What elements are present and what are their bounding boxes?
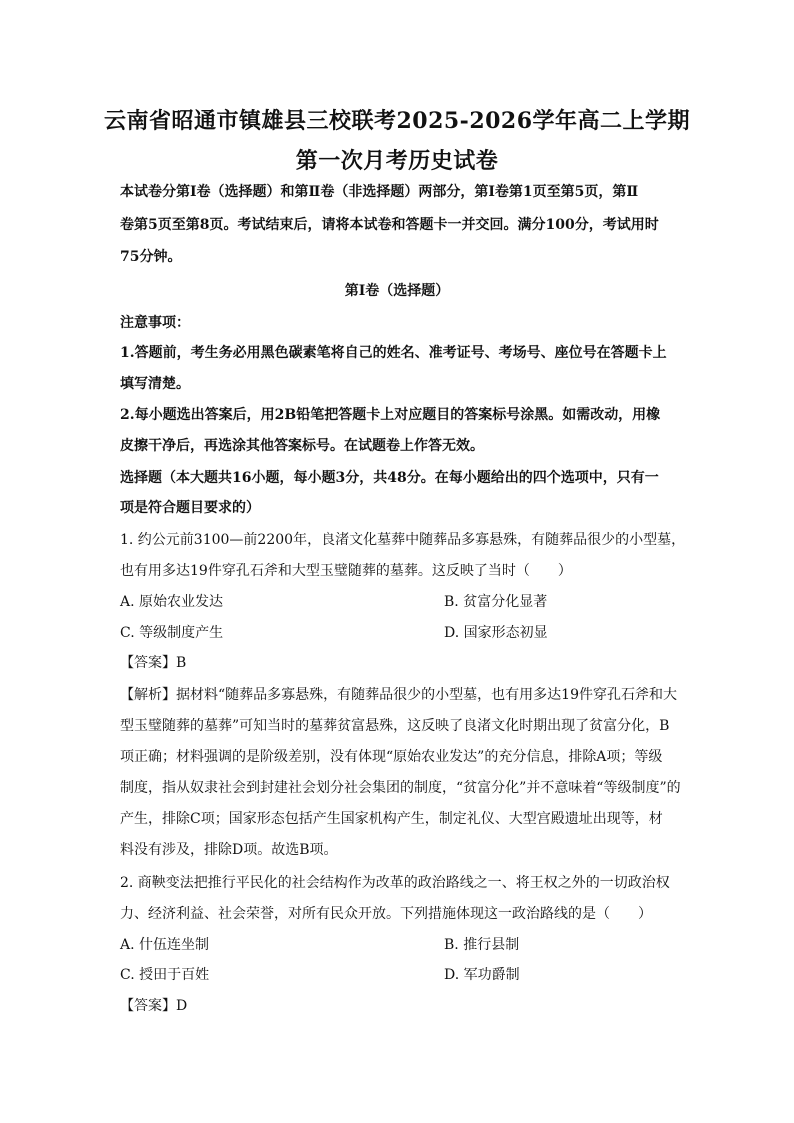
- intro-line-1: 本试卷分第Ⅰ卷（选择题）和第Ⅱ卷（非选择题）两部分，第Ⅰ卷第1页至第5页，第Ⅱ: [120, 184, 639, 200]
- exam-title-line2: 第一次月考历史试卷: [295, 148, 499, 174]
- intro-line-2: 卷第5页至第8页。考试结束后，请将本试卷和答题卡一并交回。满分100分，考试用时: [120, 217, 659, 233]
- q1-stem-line-2: 也有用多达19件穿孔石斧和大型玉璧随葬的墓葬。这反映了当时（ ）: [120, 563, 572, 579]
- choice-intro-line-1: 选择题（本大题共16小题，每小题3分，共48分。在每小题给出的四个选项中，只有一: [120, 470, 659, 486]
- q1-stem-line-1: 1. 约公元前3100—前2200年，良渚文化墓葬中随葬品多寡悬殊，有随葬品很少的小型墓，: [120, 532, 686, 548]
- q1-analysis-line-2: 型玉璧随葬的墓葬”可知当时的墓葬贫富悬殊，这反映了良渚文化时期出现了贫富分化，B: [120, 718, 670, 734]
- notice-item-1-line-2: 填写清楚。: [120, 376, 190, 392]
- exam-title-line1: 云南省昭通市镇雄县三校联考2025-2026学年高二上学期: [103, 108, 691, 134]
- q1-option-d: D. 国家形态初显: [444, 625, 548, 641]
- q1-analysis-line-6: 料没有涉及，排除D项。故选B项。: [120, 842, 338, 858]
- q2-option-b: B. 推行县制: [444, 937, 520, 953]
- q1-analysis-line-1: 【解析】据材料“随葬品多寡悬殊，有随葬品很少的小型墓，也有用多达19件穿孔石斧和大: [120, 687, 677, 703]
- q2-stem-line-1: 2. 商鞅变法把推行平民化的社会结构作为改革的政治路线之一、将王权之外的一切政治权: [120, 875, 670, 891]
- q1-option-a: A. 原始农业发达: [120, 594, 224, 610]
- notice-item-2-line-2: 皮擦干净后，再选涂其他答案标号。在试题卷上作答无效。: [120, 438, 484, 454]
- q2-option-a: A. 什伍连坐制: [120, 937, 210, 953]
- q2-stem-line-2: 力、经济利益、社会荣誉，对所有民众开放。下列措施体现这一政治路线的是（ ）: [120, 906, 652, 922]
- q1-analysis-line-4: 制度，指从奴隶社会到封建社会划分社会集团的制度，“贫富分化”并不意味着“等级制度”的: [120, 780, 681, 796]
- section-title: 第Ⅰ卷（选择题）: [344, 283, 450, 299]
- notice-heading: 注意事项：: [120, 315, 190, 331]
- q1-analysis-line-5: 产生，排除C项；国家形态包括产生国家机构产生，制定礼仪、大型宫殿遗址出现等，材: [120, 811, 663, 827]
- choice-intro-line-2: 项是符合题目要求的）: [120, 500, 260, 516]
- q1-option-b: B. 贫富分化显著: [444, 594, 548, 610]
- q2-option-d: D. 军功爵制: [444, 967, 520, 983]
- intro-line-3: 75分钟。: [120, 249, 182, 265]
- notice-item-2-line-1: 2.每小题选出答案后，用2B铅笔把答题卡上对应题目的答案标号涂黑。如需改动，用橡: [120, 407, 661, 423]
- q1-analysis-line-3: 项正确；材料强调的是阶级差别，没有体现“原始农业发达”的充分信息，排除A项；等级: [120, 749, 663, 765]
- q2-answer: 【答案】D: [120, 998, 188, 1014]
- q2-option-c: C. 授田于百姓: [120, 967, 210, 983]
- q1-option-c: C. 等级制度产生: [120, 625, 224, 641]
- notice-item-1-line-1: 1.答题前，考生务必用黑色碳素笔将自己的姓名、准考证号、考场号、座位号在答题卡上: [120, 345, 667, 361]
- q1-answer: 【答案】B: [120, 655, 187, 671]
